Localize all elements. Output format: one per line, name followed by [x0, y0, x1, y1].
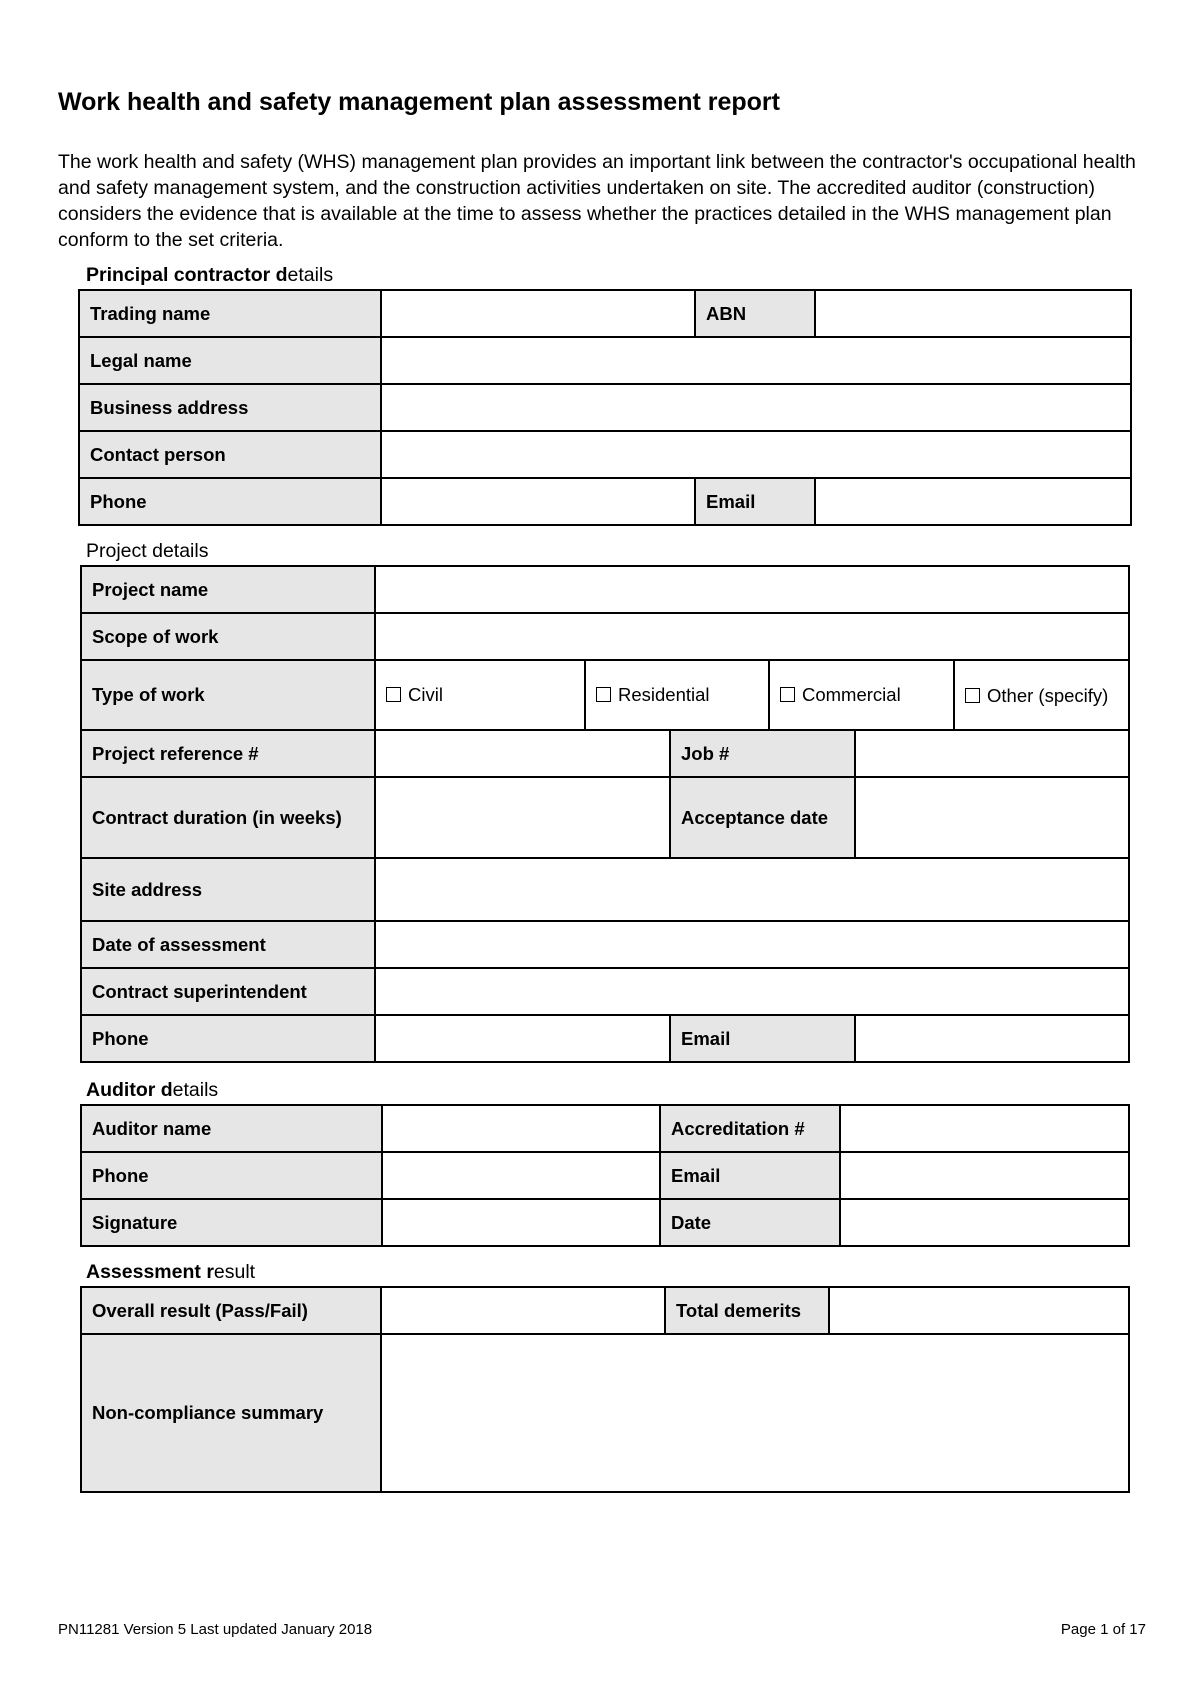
project-phone-label: Phone: [81, 1015, 375, 1062]
page-title: Work health and safety management plan assessment report: [58, 88, 780, 116]
site-address-field[interactable]: [375, 858, 1129, 921]
non-compliance-field[interactable]: [381, 1334, 1129, 1492]
checkbox-icon: [596, 687, 611, 702]
date-of-assessment-label: Date of assessment: [81, 921, 375, 968]
type-option-civil[interactable]: Civil: [375, 660, 585, 730]
auditor-details-heading: Auditor details: [86, 1079, 219, 1101]
project-email-field[interactable]: [855, 1015, 1129, 1062]
contact-person-field[interactable]: [381, 431, 1131, 478]
principal-contractor-table: [78, 289, 1132, 526]
type-option-commercial[interactable]: Commercial: [769, 660, 954, 730]
business-address-field[interactable]: [381, 384, 1131, 431]
footer-page-number: Page 1 of 17: [1060, 1621, 1146, 1638]
assessment-result-table: [80, 1286, 1130, 1493]
job-label: Job #: [670, 730, 855, 777]
auditor-details-table: [80, 1104, 1130, 1247]
principal-phone-label: Phone: [79, 478, 381, 525]
trading-name-label: Trading name: [79, 290, 381, 337]
project-phone-field[interactable]: [375, 1015, 670, 1062]
principal-contractor-heading: Principal contractor details: [86, 264, 334, 286]
contract-superintendent-label: Contract superintendent: [81, 968, 375, 1015]
project-details-heading: Project details: [86, 540, 209, 562]
site-address-label: Site address: [81, 858, 375, 921]
auditor-date-label: Date: [660, 1199, 840, 1246]
auditor-phone-field[interactable]: [382, 1152, 660, 1199]
scope-of-work-label: Scope of work: [81, 613, 375, 660]
contract-superintendent-field[interactable]: [375, 968, 1129, 1015]
legal-name-field[interactable]: [381, 337, 1131, 384]
business-address-label: Business address: [79, 384, 381, 431]
job-field[interactable]: [855, 730, 1129, 777]
auditor-phone-label: Phone: [81, 1152, 382, 1199]
project-name-field[interactable]: [375, 566, 1129, 613]
overall-result-field[interactable]: [381, 1287, 665, 1334]
project-reference-label: Project reference #: [81, 730, 375, 777]
accreditation-field[interactable]: [840, 1105, 1129, 1152]
total-demerits-label: Total demerits: [665, 1287, 829, 1334]
auditor-email-label: Email: [660, 1152, 840, 1199]
auditor-date-field[interactable]: [840, 1199, 1129, 1246]
trading-name-field[interactable]: [381, 290, 695, 337]
contract-duration-label: Contract duration (in weeks): [81, 777, 375, 858]
type-option-residential[interactable]: Residential: [585, 660, 769, 730]
auditor-name-field[interactable]: [382, 1105, 660, 1152]
footer-version: PN11281 Version 5 Last updated January 2018: [58, 1621, 373, 1638]
principal-email-field[interactable]: [815, 478, 1131, 525]
auditor-email-field[interactable]: [840, 1152, 1129, 1199]
checkbox-icon: [965, 688, 980, 703]
legal-name-label: Legal name: [79, 337, 381, 384]
signature-label: Signature: [81, 1199, 382, 1246]
contract-duration-field[interactable]: [375, 777, 670, 858]
overall-result-label: Overall result (Pass/Fail): [81, 1287, 381, 1334]
contact-person-label: Contact person: [79, 431, 381, 478]
project-name-label: Project name: [81, 566, 375, 613]
scope-of-work-field[interactable]: [375, 613, 1129, 660]
acceptance-date-label: Acceptance date: [670, 777, 855, 858]
project-reference-field[interactable]: [375, 730, 670, 777]
abn-label: ABN: [695, 290, 815, 337]
signature-field[interactable]: [382, 1199, 660, 1246]
non-compliance-label: Non-compliance summary: [81, 1334, 381, 1492]
principal-email-label: Email: [695, 478, 815, 525]
assessment-result-heading: Assessment result: [86, 1261, 256, 1283]
date-of-assessment-field[interactable]: [375, 921, 1129, 968]
acceptance-date-field[interactable]: [855, 777, 1129, 858]
total-demerits-field[interactable]: [829, 1287, 1129, 1334]
project-email-label: Email: [670, 1015, 855, 1062]
abn-field[interactable]: [815, 290, 1131, 337]
accreditation-label: Accreditation #: [660, 1105, 840, 1152]
checkbox-icon: [780, 687, 795, 702]
principal-phone-field[interactable]: [381, 478, 695, 525]
type-of-work-label: Type of work: [81, 660, 375, 730]
intro-paragraph: The work health and safety (WHS) management plan provides an important link between the contractor's occupational health and safety management system, and the construction activities undertaken on site. The accredited auditor (construction) considers the evidence that is available at the time to assess whether the practices detailed in the WHS management plan conform to the set criteria.: [58, 151, 1136, 251]
type-option-other[interactable]: Other (specify): [954, 660, 1129, 730]
project-details-table: [80, 565, 1130, 1063]
checkbox-icon: [386, 687, 401, 702]
auditor-name-label: Auditor name: [81, 1105, 382, 1152]
